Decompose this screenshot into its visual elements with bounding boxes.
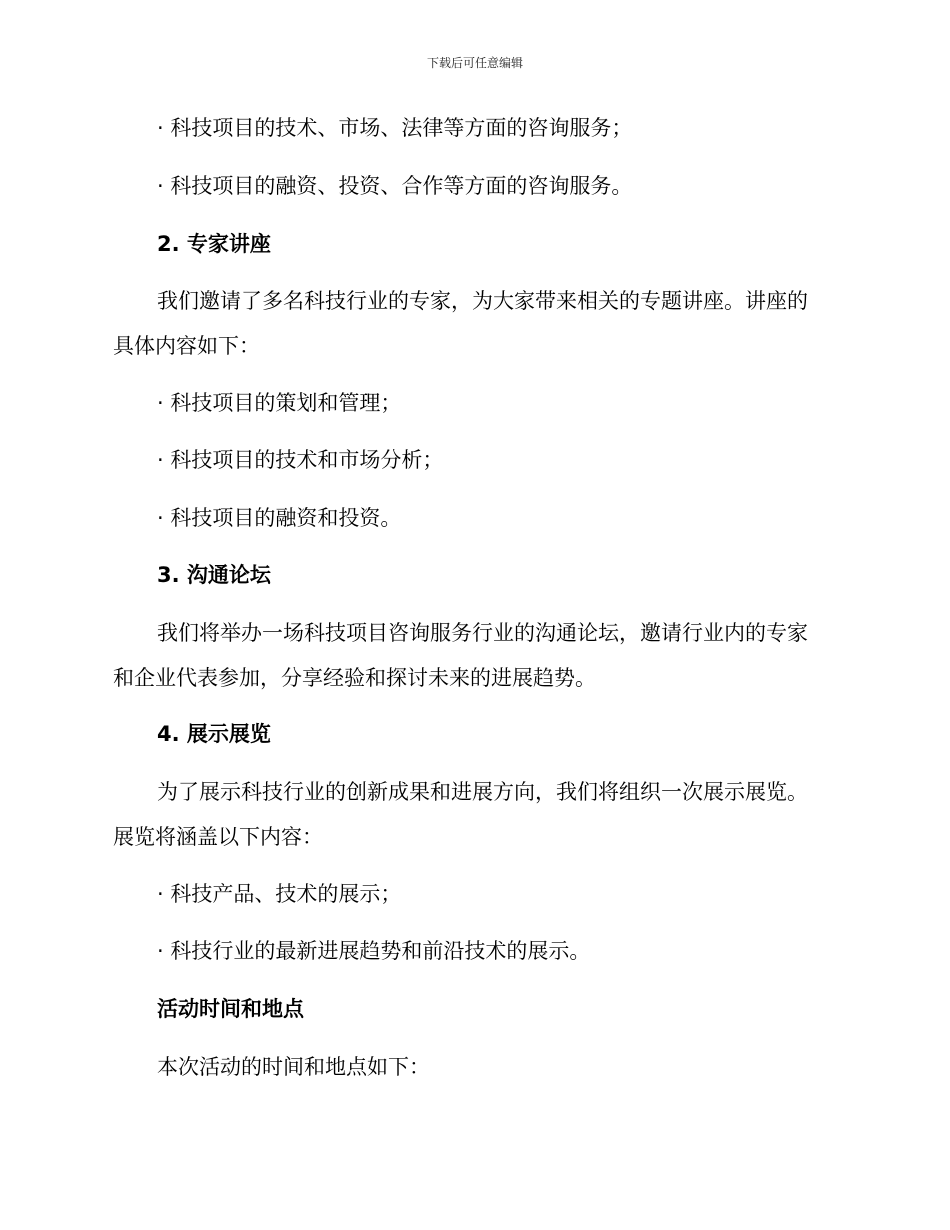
list-item: · 科技项目的技术和市场分析；: [157, 448, 444, 472]
paragraph-line: 为了展示科技行业的创新成果和进展方向，我们将组织一次展示展览。: [157, 780, 808, 804]
page-header-note: 下载后可任意编辑: [426, 56, 523, 70]
list-item: · 科技产品、技术的展示；: [157, 882, 402, 906]
paragraph-line: 我们邀请了多名科技行业的专家，为大家带来相关的专题讲座。讲座的: [157, 289, 808, 313]
section-heading: 活动时间和地点: [157, 997, 304, 1021]
section-heading: 3. 沟通论坛: [157, 563, 271, 587]
paragraph-line: 我们将举办一场科技项目咨询服务行业的沟通论坛，邀请行业内的专家: [157, 621, 808, 645]
list-item: · 科技行业的最新进展趋势和前沿技术的展示。: [157, 939, 591, 963]
section-heading: 4. 展示展览: [157, 722, 271, 746]
list-item: · 科技项目的策划和管理；: [157, 391, 402, 415]
paragraph-line: 具体内容如下：: [113, 334, 260, 358]
paragraph-line: 和企业代表参加，分享经验和探讨未来的进展趋势。: [113, 666, 596, 690]
section-heading: 2. 专家讲座: [157, 232, 271, 256]
list-item: · 科技项目的融资、投资、合作等方面的咨询服务。: [157, 174, 633, 198]
list-item: · 科技项目的技术、市场、法律等方面的咨询服务；: [157, 116, 633, 140]
paragraph-line: 本次活动的时间和地点如下：: [157, 1055, 430, 1079]
paragraph-line: 展览将涵盖以下内容：: [113, 825, 323, 849]
list-item: · 科技项目的融资和投资。: [157, 506, 402, 530]
